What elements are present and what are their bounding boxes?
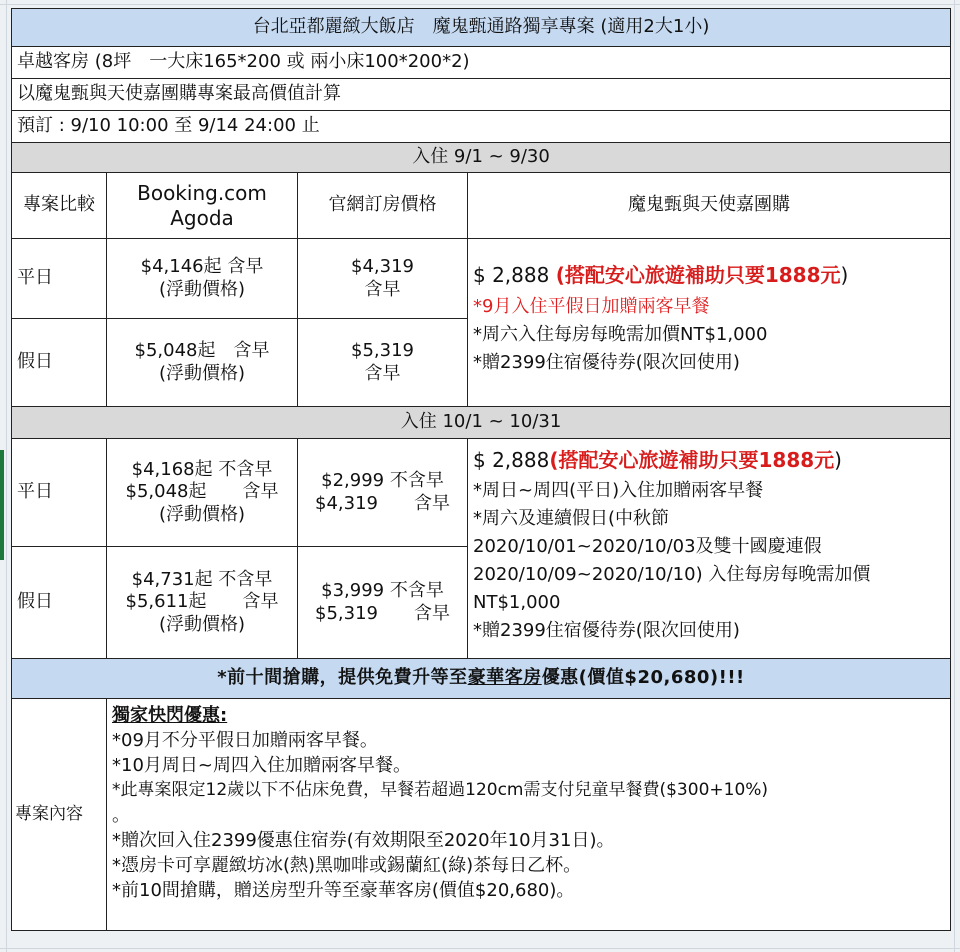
sept-group-subsidy-end: ) bbox=[840, 263, 849, 287]
sept-group-note-2: *贈2399住宿優待券(限次回使用) bbox=[473, 352, 740, 373]
header-official: 官網訂房價格 bbox=[298, 173, 468, 239]
oct-group-note-4: 2020/10/09~2020/10/10) 入住每房每晚需加價 bbox=[473, 564, 871, 585]
sept-weekday-official bbox=[298, 239, 468, 319]
upgrade-banner-room: 豪華客房 bbox=[467, 667, 542, 689]
oct-weekday-ota-no-breakfast: $4,168起 不含早 bbox=[131, 458, 273, 480]
promo-table bbox=[11, 8, 951, 931]
oct-group-note-2: *周六及連續假日(中秋節 bbox=[473, 508, 670, 529]
sept-holiday-official-note: 含早 bbox=[364, 362, 401, 384]
header-ota-line1: Booking.com bbox=[137, 180, 267, 205]
oct-weekday-ota-breakfast: $5,048起 含早 bbox=[125, 481, 279, 503]
oct-holiday-official-breakfast: $5,319 含早 bbox=[315, 602, 450, 624]
sept-weekday-label: 平日 bbox=[12, 239, 107, 319]
oct-group-note-1: *周日~周四(平日)入住加贈兩客早餐 bbox=[473, 480, 764, 501]
sept-group-subsidy: (搭配安心旅遊補助只要1888元 bbox=[555, 263, 841, 287]
sept-holiday-official bbox=[298, 319, 468, 407]
content-item: *10月周日~周四入住加贈兩客早餐。 bbox=[112, 755, 411, 776]
sheet-gridline bbox=[0, 948, 960, 949]
booking-period: 預訂 : 9/10 10:00 至 9/14 24:00 止 bbox=[12, 111, 951, 143]
sheet-gridline bbox=[954, 0, 955, 952]
oct-weekday-ota bbox=[107, 439, 298, 547]
sept-weekday-official-price: $4,319 bbox=[351, 256, 414, 277]
upgrade-banner-prefix: *前十間搶購，提供免費升等至 bbox=[217, 667, 468, 689]
content-item: 。 bbox=[112, 805, 130, 826]
oct-holiday-official bbox=[298, 547, 468, 659]
content-item: *前10間搶購，贈送房型升等至豪華客房(價值$20,680)。 bbox=[112, 880, 575, 901]
sept-group-price: $ 2,888 bbox=[473, 263, 556, 287]
promo-title: 台北亞都麗緻大飯店 魔鬼甄通路獨享專案 (適用2大1小) bbox=[12, 9, 951, 47]
oct-group-note-3: 2020/10/01~2020/10/03及雙十國慶連假 bbox=[473, 536, 822, 557]
oct-weekday-official bbox=[298, 439, 468, 547]
oct-group-subsidy-end: ) bbox=[834, 448, 842, 472]
content-label: 專案內容 bbox=[12, 699, 107, 931]
header-group: 魔鬼甄與天使嘉團購 bbox=[468, 173, 951, 239]
oct-holiday-ota-breakfast: $5,611起 含早 bbox=[125, 591, 279, 613]
oct-group-offer bbox=[468, 439, 951, 659]
sept-holiday-official-price: $5,319 bbox=[351, 340, 414, 361]
oct-weekday-label: 平日 bbox=[12, 439, 107, 547]
sept-group-offer bbox=[468, 239, 951, 407]
oct-group-price: $ 2,888 bbox=[473, 448, 550, 472]
sept-holiday-ota-price: $5,048起 含早 bbox=[134, 340, 270, 361]
oct-holiday-official-no-breakfast: $3,999 不含早 bbox=[321, 580, 444, 601]
value-basis: 以魔鬼甄與天使嘉團購專案最高價值計算 bbox=[12, 79, 951, 111]
content-details bbox=[107, 699, 951, 931]
header-compare: 專案比較 bbox=[12, 173, 107, 239]
sept-holiday-ota-note: (浮動價格) bbox=[158, 362, 246, 384]
sept-weekday-ota bbox=[107, 239, 298, 319]
upgrade-banner-suffix: 優惠(價值$20,680)!!! bbox=[541, 667, 745, 689]
sheet-gridline bbox=[6, 0, 7, 952]
oct-weekday-ota-note: (浮動價格) bbox=[158, 503, 246, 525]
sept-weekday-official-note: 含早 bbox=[364, 278, 401, 300]
oct-group-note-5: NT$1,000 bbox=[473, 592, 561, 613]
oct-group-subsidy: (搭配安心旅遊補助只要1888元 bbox=[549, 448, 835, 472]
oct-holiday-label: 假日 bbox=[12, 547, 107, 659]
period-september-header: 入住 9/1 ~ 9/30 bbox=[12, 143, 951, 173]
selection-indicator bbox=[0, 450, 4, 560]
sept-holiday-label: 假日 bbox=[12, 319, 107, 407]
oct-weekday-official-no-breakfast: $2,999 不含早 bbox=[321, 470, 444, 491]
oct-holiday-ota-note: (浮動價格) bbox=[158, 613, 246, 635]
sept-group-note-1: *周六入住每房每晚需加價NT$1,000 bbox=[473, 324, 768, 345]
sept-holiday-ota bbox=[107, 319, 298, 407]
upgrade-banner bbox=[12, 659, 951, 699]
header-ota bbox=[107, 173, 298, 239]
header-ota-line2: Agoda bbox=[170, 205, 234, 230]
oct-group-note-6: *贈2399住宿優待券(限次回使用) bbox=[473, 620, 740, 641]
oct-holiday-ota-no-breakfast: $4,731起 不含早 bbox=[131, 568, 273, 590]
sheet-gridline bbox=[0, 4, 960, 5]
sept-weekday-ota-note: (浮動價格) bbox=[158, 278, 246, 300]
content-item: *此專案限定12歲以下不佔床免費，早餐若超過120cm需支付兒童早餐費($300+10%) bbox=[112, 780, 769, 800]
sept-weekday-ota-price: $4,146起 含早 bbox=[140, 256, 264, 277]
content-item: *09月不分平假日加贈兩客早餐。 bbox=[112, 730, 378, 751]
oct-holiday-ota bbox=[107, 547, 298, 659]
content-heading: 獨家快閃優惠: bbox=[112, 705, 228, 726]
sept-group-note-red: *9月入住平假日加贈兩客早餐 bbox=[473, 296, 710, 317]
room-type: 卓越客房 (8坪 一大床165*200 或 兩小床100*200*2) bbox=[12, 47, 951, 79]
oct-weekday-official-breakfast: $4,319 含早 bbox=[315, 492, 450, 514]
content-item: *贈次回入住2399優惠住宿券(有效期限至2020年10月31日)。 bbox=[112, 830, 615, 851]
period-october-header: 入住 10/1 ~ 10/31 bbox=[12, 407, 951, 439]
content-item: *憑房卡可享麗緻坊冰(熱)黑咖啡或錫蘭紅(綠)茶每日乙杯。 bbox=[112, 855, 582, 876]
